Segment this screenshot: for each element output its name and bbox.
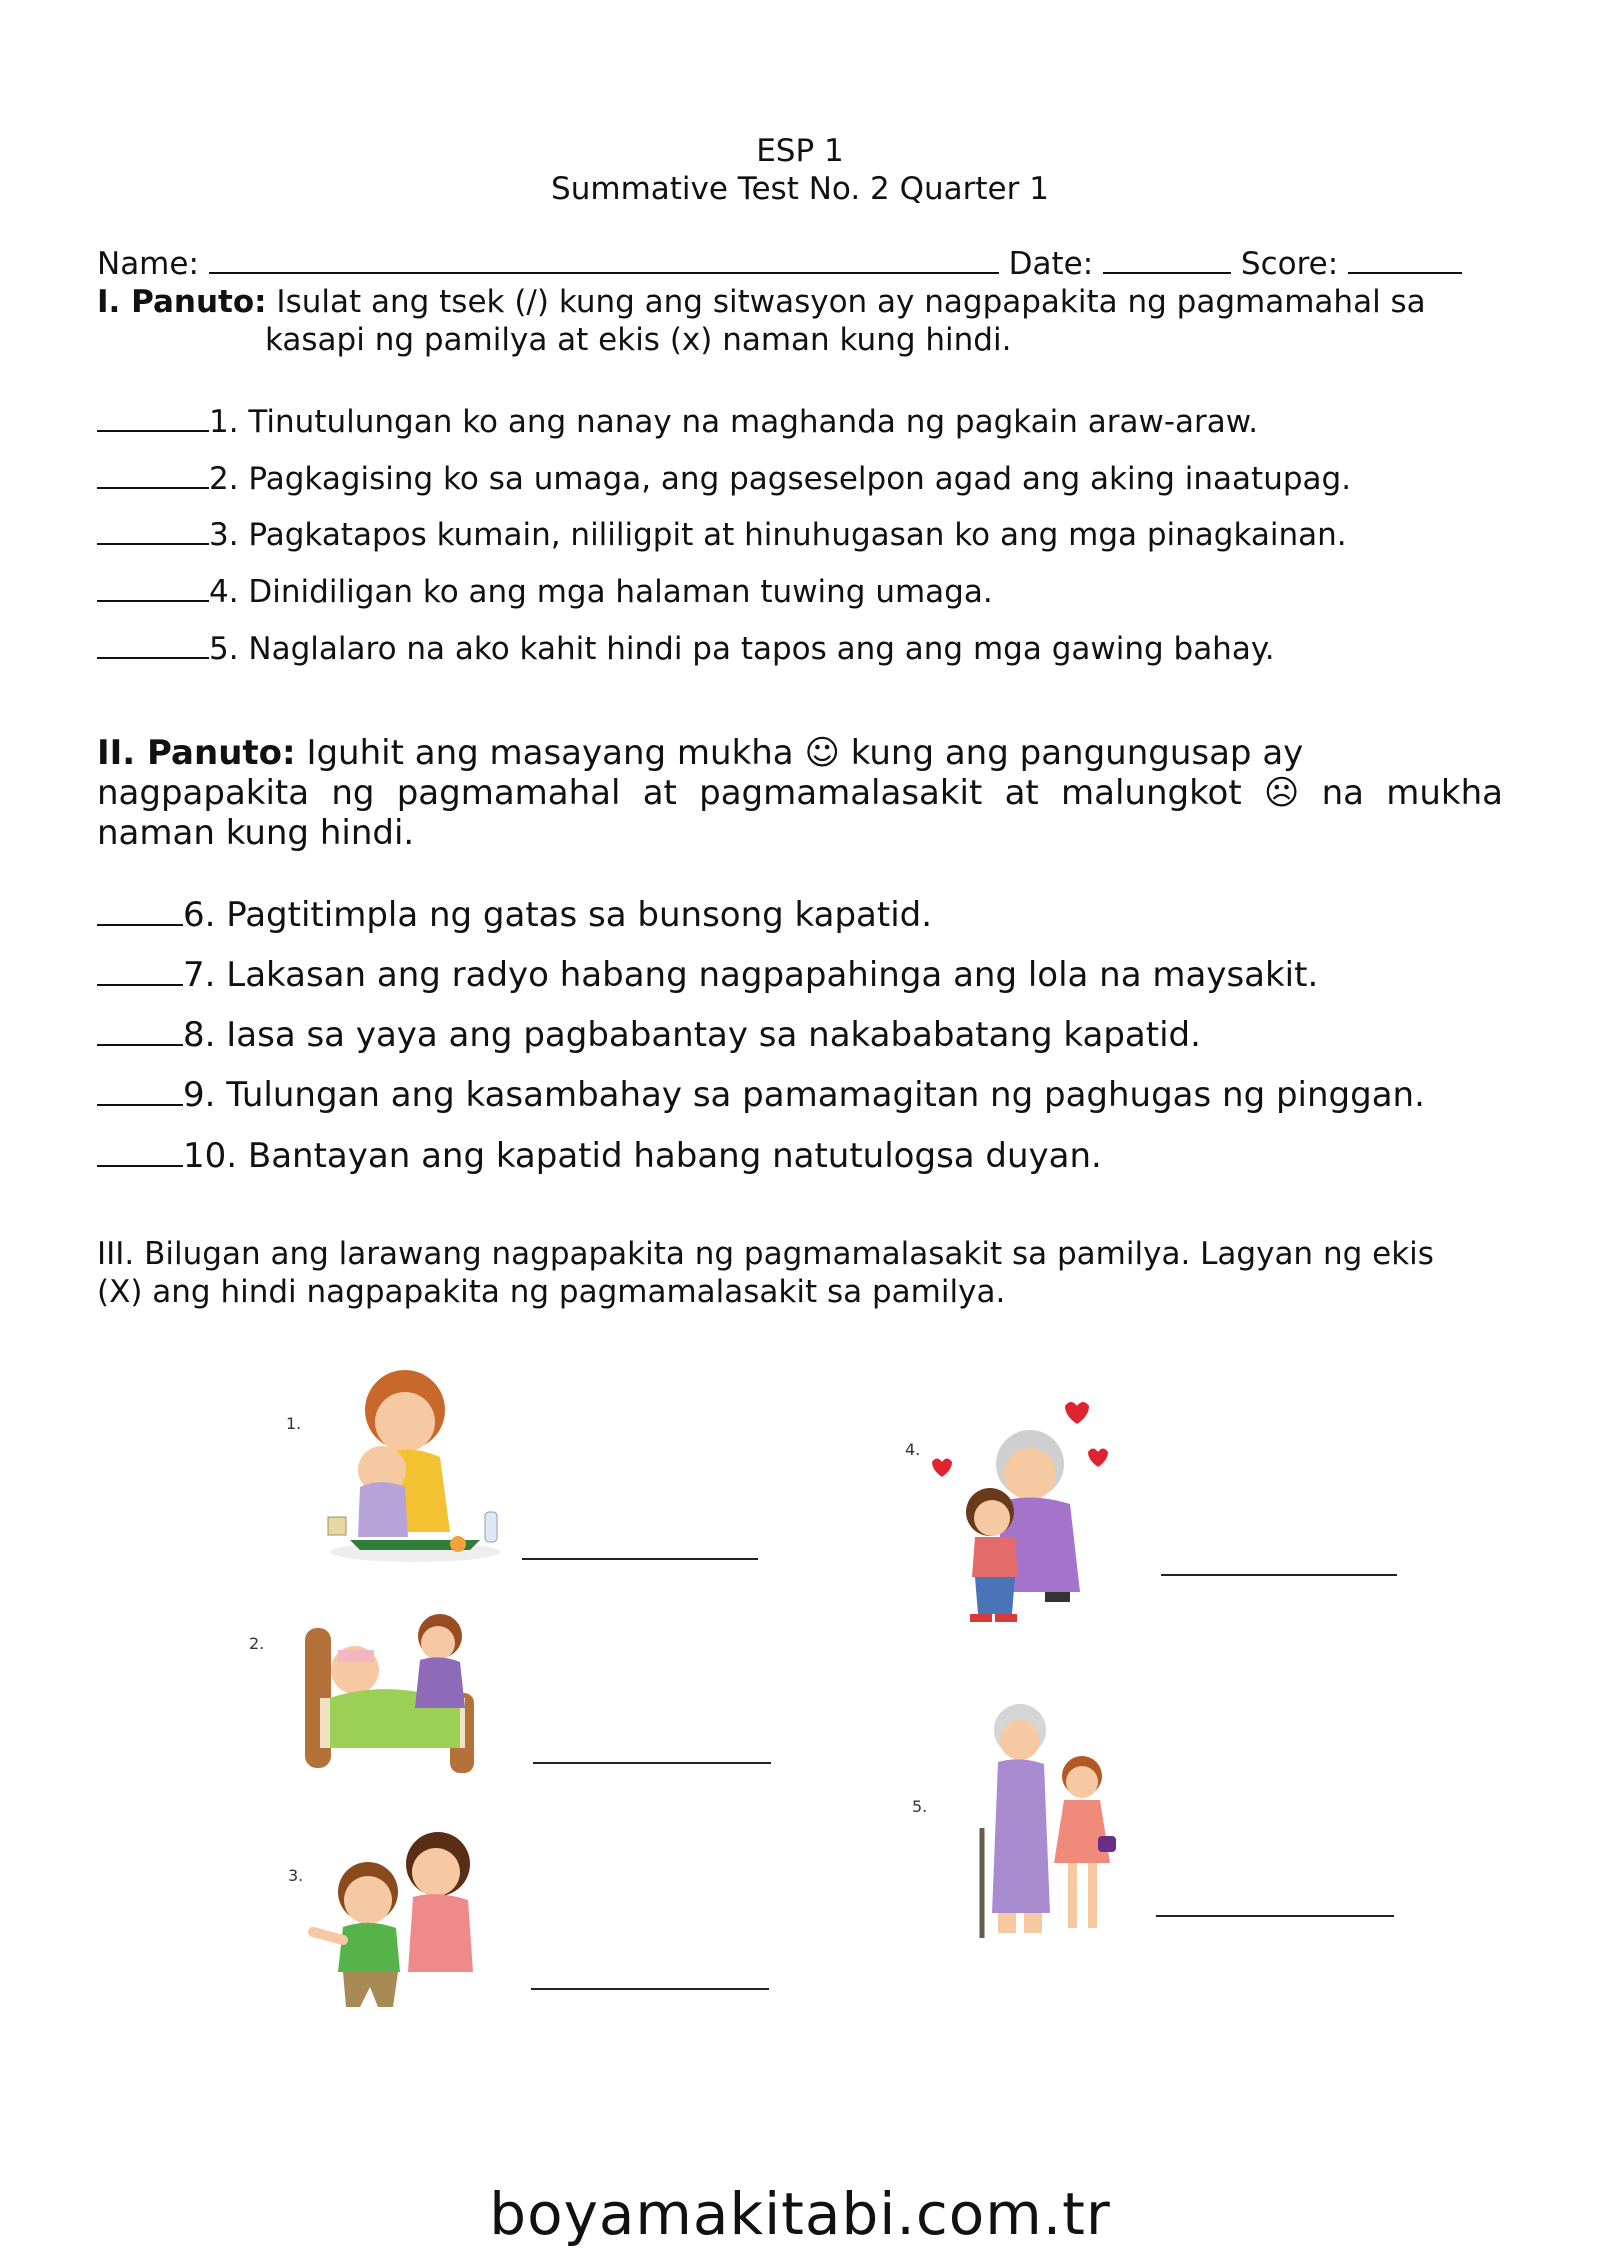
part2-item-text: 6. Pagtitimpla ng gatas sa bunsong kapatid. <box>183 895 933 935</box>
score-blank[interactable] <box>1348 268 1462 274</box>
picture-2-answer-line[interactable] <box>533 1762 771 1764</box>
child-shirt <box>972 1537 1018 1577</box>
part2-instruction-line1: Iguhit ang masayang mukha ☺ kung ang pangungusap ay <box>306 733 1304 773</box>
part2-item <box>97 895 932 935</box>
part2-instruction <box>97 733 1303 773</box>
answer-blank[interactable] <box>97 483 209 489</box>
part1-item <box>97 404 1258 440</box>
part1-item <box>97 517 1347 553</box>
heart-icon <box>1065 1402 1089 1424</box>
picture-number: 4. <box>905 1440 921 1459</box>
answer-blank[interactable] <box>97 596 209 602</box>
answer-blank[interactable] <box>97 980 183 986</box>
date-label: Date: <box>1008 246 1094 282</box>
boy-shirt <box>338 1923 400 1972</box>
part2-item-text: 10. Bantayan ang kapatid habang natutulogsa duyan. <box>183 1136 1102 1176</box>
grandma-shoe <box>1045 1592 1070 1602</box>
picture-4-answer-line[interactable] <box>1161 1574 1397 1576</box>
answer-blank[interactable] <box>97 920 183 926</box>
part2-heading: II. Panuto: <box>97 733 296 773</box>
picture-2-caring-sick-child[interactable] <box>300 1598 495 1788</box>
caregiver-face <box>421 1626 455 1660</box>
grandma-dress <box>992 1759 1050 1913</box>
boy-face <box>344 1876 392 1924</box>
picture-5-grandmother-walking-with-child[interactable] <box>970 1698 1130 1944</box>
toy-ball <box>450 1536 466 1552</box>
child-shoe <box>970 1614 992 1622</box>
picture-3-children-arguing[interactable] <box>308 1822 498 2022</box>
part2-instruction-line2: nagpapakita ng pagmamahal at pagmamalasakit at malungkot ☹ na mukha <box>97 773 1503 813</box>
girl-bag <box>1098 1836 1116 1852</box>
answer-blank[interactable] <box>97 426 209 432</box>
part1-item-text: 1. Tinutulungan ko ang nanay na maghanda ng pagkain araw-araw. <box>209 404 1259 440</box>
subject-title: ESP 1 <box>756 133 844 169</box>
part2-item <box>97 1015 1201 1055</box>
part3-instruction-line1: III. Bilugan ang larawang nagpapakita ng pagmamalasakit sa pamilya. Lagyan ng ekis <box>97 1236 1434 1272</box>
test-title: Summative Test No. 2 Quarter 1 <box>551 171 1049 207</box>
picture-number: 3. <box>288 1866 304 1885</box>
part1-item-text: 5. Naglalaro na ako kahit hindi pa tapos ang ang mga gawing bahay. <box>209 631 1275 667</box>
girl-face <box>1066 1766 1098 1798</box>
boy-pants <box>343 1972 398 2007</box>
part1-instruction <box>97 284 1426 320</box>
caregiver-dress <box>415 1657 465 1708</box>
part1-item <box>97 631 1275 667</box>
picture-number: 2. <box>249 1634 265 1653</box>
girl-leg <box>1088 1863 1097 1928</box>
grandma-face <box>1004 1448 1056 1500</box>
answer-blank[interactable] <box>97 653 209 659</box>
picture-number: 5. <box>912 1797 928 1816</box>
part1-item <box>97 574 993 610</box>
grandma-leg <box>998 1913 1016 1933</box>
heart-icon <box>932 1459 952 1478</box>
part1-item <box>97 461 1351 497</box>
grandma-face <box>1000 1720 1040 1760</box>
picture-number: 1. <box>286 1414 302 1433</box>
picture-1-answer-line[interactable] <box>522 1558 758 1560</box>
picture-1-sibling-hugging-baby[interactable] <box>320 1362 510 1567</box>
girl-face <box>412 1848 460 1896</box>
name-blank[interactable] <box>209 268 999 274</box>
part1-instruction-line2: kasapi ng pamilya at ekis (x) naman kung hindi. <box>265 322 1012 358</box>
head-cloth <box>338 1650 374 1662</box>
part1-item-text: 2. Pagkagising ko sa umaga, ang pagseselpon agad ang aking inaatupag. <box>209 461 1352 497</box>
watermark-text: boyamakitabi.com.tr <box>489 2180 1111 2248</box>
milk-bottle <box>485 1512 497 1542</box>
answer-blank[interactable] <box>97 539 209 545</box>
answer-blank[interactable] <box>97 1040 183 1046</box>
grandma-leg <box>1024 1913 1042 1933</box>
child-face <box>974 1500 1010 1536</box>
part2-item-text: 8. Iasa sa yaya ang pagbabantay sa nakababatang kapatid. <box>183 1015 1201 1055</box>
name-label: Name: <box>97 246 199 282</box>
part3-instruction-line2: (X) ang hindi nagpapakita ng pagmamalasakit sa pamilya. <box>97 1274 1006 1310</box>
part1-instruction-line1: Isulat ang tsek (/) kung ang sitwasyon ay nagpapakita ng pagmamahal sa <box>276 284 1426 320</box>
score-label: Score: <box>1240 246 1339 282</box>
part2-item-text: 9. Tulungan ang kasambahay sa pamamagitan ng paghugas ng pinggan. <box>183 1075 1425 1115</box>
girl-dress <box>408 1894 473 1972</box>
girl-dress <box>1054 1800 1110 1863</box>
part2-item <box>97 1075 1425 1115</box>
child-shoe <box>995 1614 1017 1622</box>
part1-item-text: 3. Pagkatapos kumain, nililigpit at hinuhugasan ko ang mga pinagkainan. <box>209 517 1347 553</box>
picture-4-grandmother-hugging-child[interactable] <box>930 1392 1130 1632</box>
heart-icon <box>1088 1449 1108 1468</box>
date-blank[interactable] <box>1103 268 1231 274</box>
baby-outfit <box>358 1482 408 1537</box>
picture-3-answer-line[interactable] <box>531 1988 769 1990</box>
child-pants <box>975 1577 1015 1614</box>
info-row <box>97 246 1462 282</box>
picture-5-answer-line[interactable] <box>1156 1915 1394 1917</box>
part2-item-text: 7. Lakasan ang radyo habang nagpapahinga ang lola na maysakit. <box>183 955 1319 995</box>
answer-blank[interactable] <box>97 1161 183 1167</box>
girl-leg <box>1068 1863 1077 1928</box>
older-child-face <box>375 1392 435 1452</box>
answer-blank[interactable] <box>97 1100 183 1106</box>
part1-item-text: 4. Dinidiligan ko ang mga halaman tuwing umaga. <box>209 574 993 610</box>
boy-arm <box>313 1932 343 1940</box>
part2-item <box>97 1136 1102 1176</box>
toy-block <box>328 1517 346 1535</box>
part1-heading: I. Panuto: <box>97 284 267 320</box>
part2-item <box>97 955 1318 995</box>
part2-instruction-line3: naman kung hindi. <box>97 813 415 853</box>
